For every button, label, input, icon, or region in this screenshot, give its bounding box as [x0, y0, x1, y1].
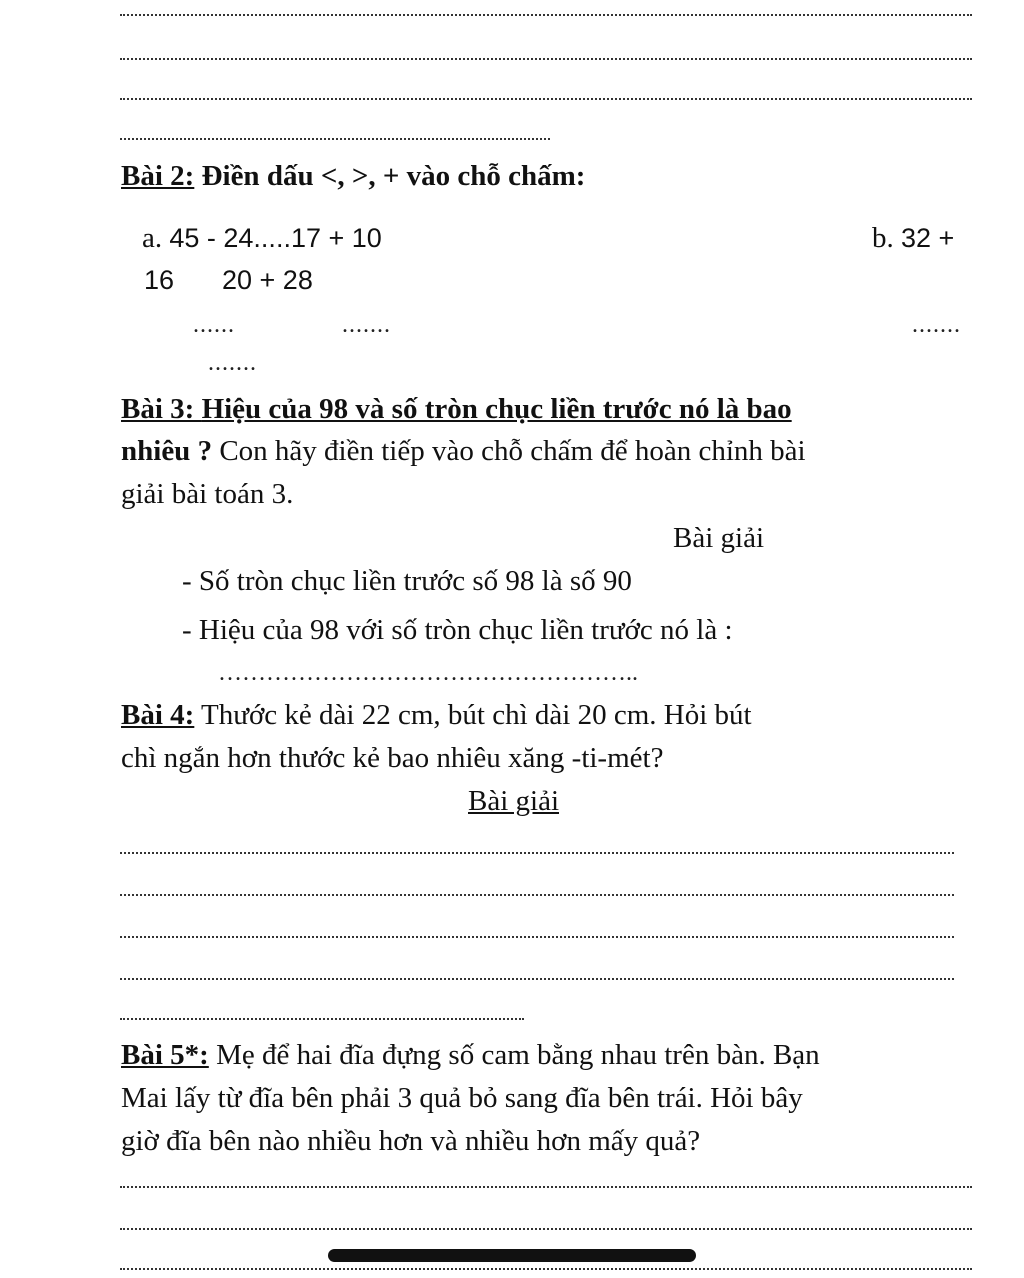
bai3-label: Bài 3:	[121, 393, 202, 425]
bai4-solution-heading: Bài giải	[468, 785, 560, 817]
bai2-b-operand-left: 16	[144, 265, 175, 295]
bai3-answer-dots: ……………………………………………..	[218, 660, 638, 686]
bai5-line-3: giờ đĩa bên nào nhiều hơn và nhiều hơn mấy quả?	[121, 1125, 701, 1157]
bai2-part-a	[142, 220, 382, 256]
bai3-step-2: - Hiệu của 98 với số tròn chục liền trước nó là :	[182, 614, 733, 646]
bai2-a-expression: 45 - 24.....17 + 10	[169, 223, 382, 253]
bai5-line-2: Mai lấy từ đĩa bên phải 3 quả bỏ sang đĩa bên trái. Hỏi bây	[121, 1082, 803, 1114]
bai4-answer-line-5	[120, 1018, 524, 1020]
bai3-title	[121, 391, 792, 427]
bai4-answer-line-1	[120, 852, 954, 854]
bai2-a-label: a.	[142, 222, 170, 254]
bai4-answer-line-2	[120, 894, 954, 896]
bai2-dots-2: .......	[342, 312, 391, 338]
bai3-question: Hiệu của 98 và số tròn chục liền trước nó là bao	[201, 393, 792, 425]
answer-line-top-1	[120, 14, 972, 16]
bai2-dots-4: .......	[208, 350, 257, 376]
bai2-title	[121, 158, 585, 194]
bai2-dots-1: ......	[193, 312, 235, 338]
bai5-label: Bài 5*:	[121, 1039, 209, 1071]
bai5-line-1	[121, 1037, 820, 1073]
bai5-answer-line-1	[120, 1186, 972, 1188]
bai4-problem-start: Thước kẻ dài 22 cm, bút chì dài 20 cm. Hỏi bút	[194, 699, 752, 731]
bai3-line-3: giải bài toán 3.	[121, 478, 294, 510]
bai2-b-label: b.	[872, 222, 901, 254]
bai3-solution-heading: Bài giải	[673, 522, 765, 554]
bai2-b-expression: 32 +	[901, 223, 955, 253]
bai4-line-2: chì ngắn hơn thước kẻ bao nhiêu xăng -ti-mét?	[121, 742, 664, 774]
bai2-instruction: Điền dấu <, >, + vào chỗ chấm:	[194, 160, 586, 192]
home-indicator-bar[interactable]	[328, 1249, 696, 1262]
bai5-problem-start: Mẹ để hai đĩa đựng số cam bằng nhau trên bàn. Bạn	[208, 1039, 820, 1071]
bai4-answer-line-3	[120, 936, 954, 938]
bai2-part-b	[872, 220, 954, 256]
bai4-line-1	[121, 697, 752, 733]
answer-line-top-4	[120, 138, 550, 140]
answer-line-top-2	[120, 58, 972, 60]
bai2-label: Bài 2:	[121, 160, 195, 192]
bai4-answer-line-4	[120, 978, 954, 980]
bai4-label: Bài 4:	[121, 699, 195, 731]
bai3-instruction: Con hãy điền tiếp vào chỗ chấm để hoàn chỉnh bài	[212, 435, 806, 467]
answer-line-top-3	[120, 98, 972, 100]
bai2-b-operand-right: 20 + 28	[222, 265, 313, 295]
bai3-question-end: nhiêu ?	[121, 435, 213, 467]
bai5-answer-line-2	[120, 1228, 972, 1230]
bai2-dots-3: .......	[912, 312, 961, 338]
bai5-answer-line-3	[120, 1268, 972, 1270]
bai3-step-1: - Số tròn chục liền trước số 98 là số 90	[182, 565, 632, 597]
bai3-line-2	[121, 433, 806, 469]
